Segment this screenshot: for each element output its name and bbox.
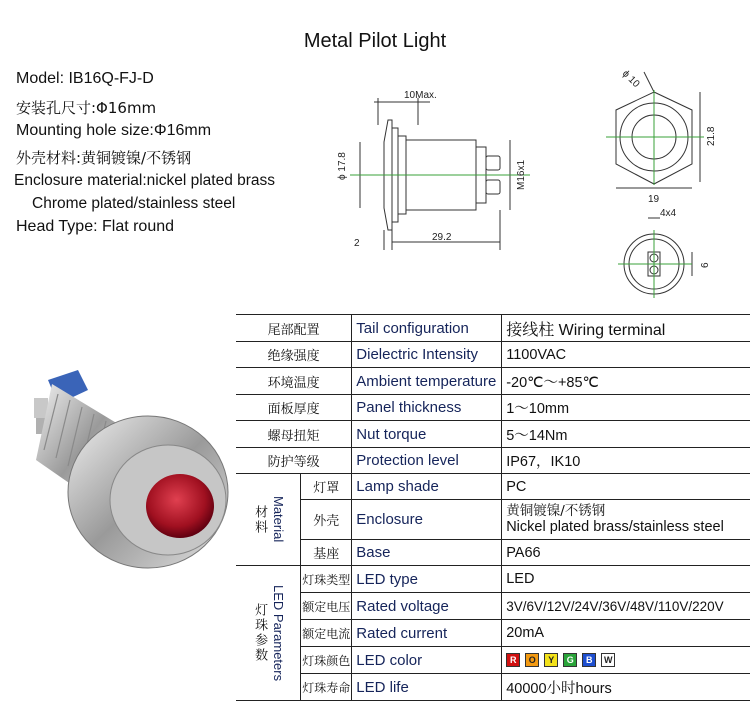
dim-19: 19 [648, 194, 660, 205]
table-row [236, 566, 750, 593]
enclosure-value-cn: 黄铜镀镍/不锈钢 [506, 502, 606, 519]
product-photo [8, 360, 236, 610]
row-value [502, 500, 750, 540]
row-value: 1100VAC [502, 342, 750, 368]
enclosure-cn-spec: 外壳材料:黄铜镀镍/不锈钢 [16, 149, 192, 167]
dim-diameter-10: ϕ 10 [619, 68, 642, 90]
row-value: 40000小时hours [502, 674, 750, 701]
row-label-cn: 灯珠类型 [301, 566, 352, 593]
row-value: 3V/6V/12V/24V/36V/48V/110V/220V [502, 593, 750, 620]
row-label-en: LED life [352, 674, 502, 701]
row-label-en: Ambient temperature [352, 368, 502, 395]
material-group-cn: 材料 [252, 504, 268, 535]
row-label-en: Enclosure [352, 500, 502, 540]
row-label-en: Base [352, 540, 502, 566]
terminal-shape [486, 180, 500, 194]
row-value: 20mA [502, 620, 750, 647]
mounting-hole-cn-spec: 安装孔尺寸:Φ16mm [16, 99, 157, 117]
row-label-en: Tail configuration [352, 315, 502, 342]
row-label-en: LED type [352, 566, 502, 593]
table-row [236, 474, 750, 500]
row-label-cn: 绝缘强度 [236, 342, 352, 368]
side-view-drawing [330, 80, 535, 255]
dim-6: 6 [700, 262, 711, 268]
back-view-drawing [612, 206, 722, 302]
chrome-spec: Chrome plated/stainless steel [32, 195, 236, 212]
row-label-en: Nut torque [352, 421, 502, 448]
table-row [236, 500, 750, 540]
row-value: PA66 [502, 540, 750, 566]
row-label-cn: 外壳 [301, 500, 352, 540]
row-label-cn: 基座 [301, 540, 352, 566]
row-value: 1～10mm [502, 395, 750, 421]
material-group-label [236, 474, 301, 566]
row-label-en: Rated voltage [352, 593, 502, 620]
row-label-cn: 灯珠颜色 [301, 647, 352, 674]
table-row [236, 448, 750, 474]
dim-4x4: 4x4 [660, 208, 677, 219]
material-group-en: Material [271, 496, 287, 543]
row-value: 5～14Nm [502, 421, 750, 448]
table-row [236, 620, 750, 647]
model-spec: Model: IB16Q-FJ-D [16, 70, 154, 87]
table-row [236, 593, 750, 620]
row-value [502, 647, 750, 674]
row-value: IP67，IK10 [502, 448, 750, 474]
spec-table [236, 314, 750, 701]
led-color-swatch: Y [544, 653, 558, 667]
row-label-cn: 额定电压 [301, 593, 352, 620]
row-label-cn: 尾部配置 [236, 315, 352, 342]
led-color-swatch: G [563, 653, 577, 667]
row-value: PC [502, 474, 750, 500]
table-row [236, 395, 750, 421]
row-label-cn: 环境温度 [236, 368, 352, 395]
dim-218: 21.8 [706, 126, 717, 146]
front-view-drawing [592, 60, 722, 210]
led-group-cn: 灯珠参数 [252, 603, 268, 663]
row-label-en: Protection level [352, 448, 502, 474]
table-row [236, 368, 750, 395]
row-value: 接线柱 Wiring terminal [502, 315, 750, 342]
row-value: -20℃～+85℃ [502, 368, 750, 395]
led-group-label [236, 566, 301, 701]
row-label-cn: 面板厚度 [236, 395, 352, 421]
leader-line [644, 72, 654, 92]
row-label-cn: 防护等级 [236, 448, 352, 474]
table-row [236, 342, 750, 368]
terminal-shape [486, 156, 500, 170]
mounting-hole-spec: Mounting hole size:Φ16mm [16, 122, 212, 139]
table-row [236, 540, 750, 566]
dim-m16: M16x1 [516, 159, 527, 190]
row-label-en: Dielectric Intensity [352, 342, 502, 368]
enclosure-spec: Enclosure material:nickel plated brass [14, 172, 276, 189]
row-label-en: Lamp shade [352, 474, 502, 500]
dim-10max: 10Max. [404, 90, 437, 101]
row-label-en: LED color [352, 647, 502, 674]
row-value: LED [502, 566, 750, 593]
head-type-spec: Head Type: Flat round [16, 218, 175, 235]
red-lens [146, 474, 214, 538]
led-color-swatches [506, 653, 746, 667]
dim-diameter-178: ϕ 17.8 [337, 152, 348, 180]
row-label-en: Rated current [352, 620, 502, 647]
table-row [236, 674, 750, 701]
led-color-swatch: W [601, 653, 615, 667]
led-color-swatch: R [506, 653, 520, 667]
led-group-en: LED Parameters [271, 584, 287, 682]
table-row [236, 315, 750, 342]
row-label-cn: 灯珠寿命 [301, 674, 352, 701]
led-color-swatch: O [525, 653, 539, 667]
page-title: Metal Pilot Light [303, 30, 447, 52]
row-label-cn: 灯罩 [301, 474, 352, 500]
table-row [236, 647, 750, 674]
enclosure-value-en: Nickel plated brass/stainless steel [506, 518, 724, 535]
dim-292: 29.2 [432, 232, 452, 243]
row-label-en: Panel thickness [352, 395, 502, 421]
row-label-cn: 额定电流 [301, 620, 352, 647]
row-label-cn: 螺母扭矩 [236, 421, 352, 448]
table-row [236, 421, 750, 448]
led-color-swatch: B [582, 653, 596, 667]
dim-2: 2 [354, 238, 360, 249]
